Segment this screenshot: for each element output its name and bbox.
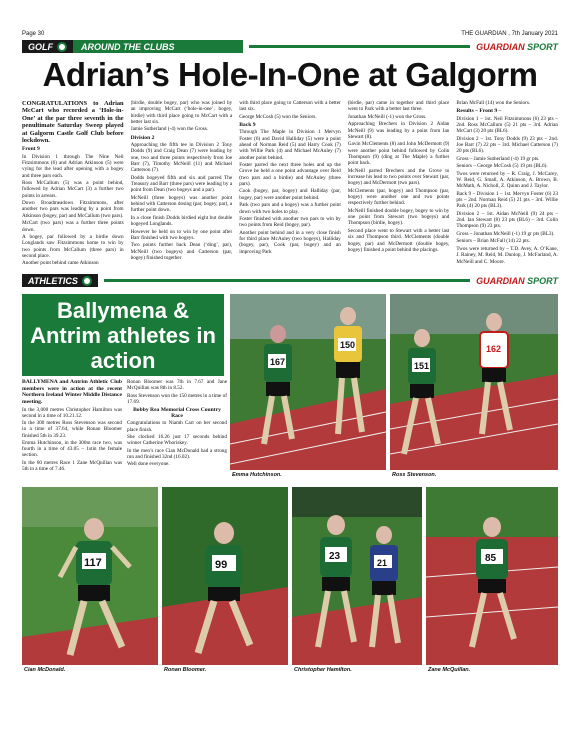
bib-167: 167: [270, 357, 286, 367]
runners-image: [230, 294, 386, 470]
page-header: [22, 28, 558, 40]
photo-zane-mcquillan: [426, 487, 558, 665]
paper-date: THE GUARDIAN , 7th January 2021: [461, 31, 558, 37]
caption-cian-mcdonald: Cian McDonald.: [24, 667, 66, 673]
guardian-sport-logo: GUARDIAN SPORT: [476, 41, 558, 52]
bib-150: 150: [340, 340, 356, 350]
around-clubs-label: AROUND THE CLUBS: [73, 40, 243, 53]
golf-label: GOLF: [22, 40, 73, 53]
page-number: Page 30: [22, 31, 45, 37]
bib-162: 162: [486, 344, 502, 354]
photo-ross-stevenson: [390, 294, 558, 470]
bib-151: 151: [414, 361, 430, 371]
band-divider: [249, 45, 470, 48]
athletics-column-2: Ronan Bloomer was 7th in 7.67 and Jane McQuillan was 8th in 8.52. Ross Stevenson won the 150 metres in a time of 17.69. Bobby Rea Memorial Cross Country Race Congratulations to Niamh Carr on her second place finish. She clocked 16.26 just 17 seconds behind winner Catherine Whoriskey. In the men’s race Cian McDonald had a strong run and finished 32nd (16.02). Well done everyone.: [127, 379, 227, 468]
photo-christopher-hamilton: [292, 487, 422, 665]
golf-column-3: with third place going to Catterson with a better last six. George McCosh (5) won the Seniors. Back 9 Through The Maple in Division 1 Mervyn Foster (6) and David Halliday (5) were a point ahead of Norman Reid (5) and Harry Cook (7) with Willie Park (4) and Michael McAuley (7) another point behind. Foster parred the next three holes and up the Grove he held a one point advantage over Reid (two pars and a birdie) and McAuley (three pars). Cook (bogey, par, bogey) and Halliday (par, bogey, par) were another point behind. Park (two pars and a bogey) was a further point down with two holes to play. Foster finished with another two pars to win by two points from Reid (bogey, par). Another point behind and in a very close finish for third place McAuley (two bogeys), Halliday (bogey, par), Cook (par, bogey) and an improving Park: [239, 100, 341, 255]
athletics-icon: [82, 276, 92, 286]
athletics-label: ATHLETICS: [22, 274, 98, 287]
golf-article: [22, 100, 558, 266]
golf-column-5: Brian McFall (14) won the Seniors. Results – Front 9 – Division 1 – 1st. Neil Fitzsimmons (6) 23 pts – 2nd. Ross McCallum (5) 21 pts – 3rd. Adrian McCart (3) 20 pts (BL6). Division 2 – 1st. Tony Dodds (9) 23 pts – 2nd. Joe Barr (7) 22 pts – 3rd. Michael Catterson (7) 20 pts (BL6). Gross – Jamie Sutherland (-4) 19 gr pts. Seniors – George McCosh (5) 19 pts (BL6). Twos were returned by – R. Craig, J. McCarey, W. Reid, G. Small, A. Atkinson, A. Brown, B. McMath, A. Nicholl, Z. Quinn and J. Taylor. Back 9 – Division 1 – 1st. Mervyn Foster (6) 23 pts – 2nd. Norman Reid (5) 21 pts – 3rd. Willie Park (4) 20 pts (BL3). Division 2 – 1st. Aidan McNeill (9) 24 pts – 2nd. Ian Stewart (8) 23 pts (BL6) – 3rd. Colin Thompson (9) 23 pts. Gross – Jonathan McNeill (-1) 19 gr pts (BL3). Seniors – Brian McFall (14) 22 pts. Twos were returned by – T.D. Avey, A. O’Kane, J. Rainey, M. Reid, M. Dunlop, J. McFarland, A. McNeill and C. Moore.: [456, 100, 558, 265]
caption-emma-hutchinson: Emma Hutchinson.: [232, 472, 282, 478]
athletics-title: Ballymena & Antrim athletes in action: [22, 294, 224, 376]
golf-column-1: CONGRATULATIONS to Adrian McCart who recorded a ‘Hole-in-One’ at the par three seventh in the penultimate Saturday Sweep played at Galgorm Castle Golf Club before lockdown. Front 9 In Division 1 through The Nine Neil Fitzsimmons (6) and Adrian Atkinson (5) were vying for the lead after opening with a bogey and three pars each. Ross McCallum (5) was a point behind, followed by Adrian McCart (3) a further two points in arrears. Down Broadmeadows Fitzsimmons, after another two pars was leading by a point from Atkinson (bogey, par) and McCallum (two pars). McCart (two pars) was a further three points down. A bogey, par followed by a birdie down Longlands saw Fitzsimmons home to win by two points from McCallum (three pars) in second place. Another point behind came Atkinson: [22, 100, 124, 266]
photo-ronan-bloomer: [162, 487, 288, 665]
athletics-column-1: BALLYMENA and Antrim Athletic Club members were in action at the recent Northern Ireland Winter Middle Distance meeting. In the 3,000 metres Christopher Hamilton was second in a time of 10.21.12. In the 300 metres Ross Stevenson was second in a time of 37.64, while Ronan Bloomer finished 5th in 39.23. Emma Hutchinson, in the 300m race two, was fourth in a time of 43.05 – 1stin the female section. In the 60 metres Race 1 Zane McQuillan was 5th in a time of 7.46.: [22, 379, 122, 472]
bib-21: 21: [377, 558, 388, 568]
band-divider: [104, 279, 470, 282]
golf-column-2: (birdie, double bogey, par) who was joined by an improving McCart (‘hole-in-one’, bogey, birdie) with third place going to McCart with a better last six. Jamie Sutherland (-4) won the Gross. Division 2 Approaching the fifth tee in Division 2 Tony Dodds (9) and Craig Dean (7) were leading by one, two and three points respectively from Joe Barr (7), Timothy McNeill (11) and Michael Catterson (7). Dodds bogeyed fifth and six and parred The Treasury and Barr (three pars) were leading by a point from Dean (two bogeys and a par). McNeill (three bogeys) was another point behind with Catterson dosing (par, bogey, par), a further point down. In a close finish Dodds birdied eight but double bogeyed Longlands. However he held on to win by one point after Barr finished with two bogeys. Two points further back Dean (‘ding’, par), McNeill (two bogeys) and Catterson (par, bogey) finished together: [130, 100, 233, 261]
caption-zane-mcquillan: Zane McQuillan.: [428, 667, 471, 673]
runners-image: [292, 487, 422, 665]
bib-117: 117: [84, 557, 102, 569]
runner-image: [22, 487, 158, 665]
athletics-section-band: [22, 274, 558, 287]
athletics-article: [22, 379, 227, 479]
caption-ross-stevenson: Ross Stevenson.: [392, 472, 437, 478]
headline: Adrian’s Hole-In-One at Galgorm: [42, 56, 538, 93]
golf-ball-icon: [57, 42, 67, 52]
bib-99: 99: [215, 559, 228, 571]
photo-emma-hutchinson: [230, 294, 386, 470]
bib-23: 23: [329, 551, 341, 562]
guardian-sport-logo: GUARDIAN SPORT: [476, 275, 558, 286]
caption-christopher-hamilton: Christopher Hamilton.: [294, 667, 352, 673]
photo-cian-mcdonald: [22, 487, 158, 665]
bib-85: 85: [485, 553, 497, 564]
golf-section-band: [22, 40, 558, 53]
caption-ronan-bloomer: Ronan Bloomer.: [164, 667, 207, 673]
runners-image: [390, 294, 558, 470]
runner-image: [426, 487, 558, 665]
golf-column-4: (birdie, par) came in together and third place went to Park with a better last three. Jonathan McNeill (-1) won the Gross. Approaching Brechers in Division 2 Aidan McNeill (9) was leading by a point from Ian Stewart (8). Gavin McClements (8) and John McDermott (9) were another point behind followed by Colin Thompson (9) (ding at The Maple) a further point back. McNeill parred Brechers and the Grove to increase his lead to two points over Stewart (par, bogey) and McDermott (two pars). McClements (par, bogey) and Thompson (par, bogey) were another one and two points respectively further behind. McNeill finished double bogey, bogey to win by one point from Stewart (two bogeys) and Thompson (birdie, bogey). Second place went to Stewart with a better last six and Thompson third. McClements (double bogey, par) and McDermott (double bogey, bogey) finished a point behind the placings.: [347, 100, 450, 253]
runner-image: [162, 487, 288, 665]
